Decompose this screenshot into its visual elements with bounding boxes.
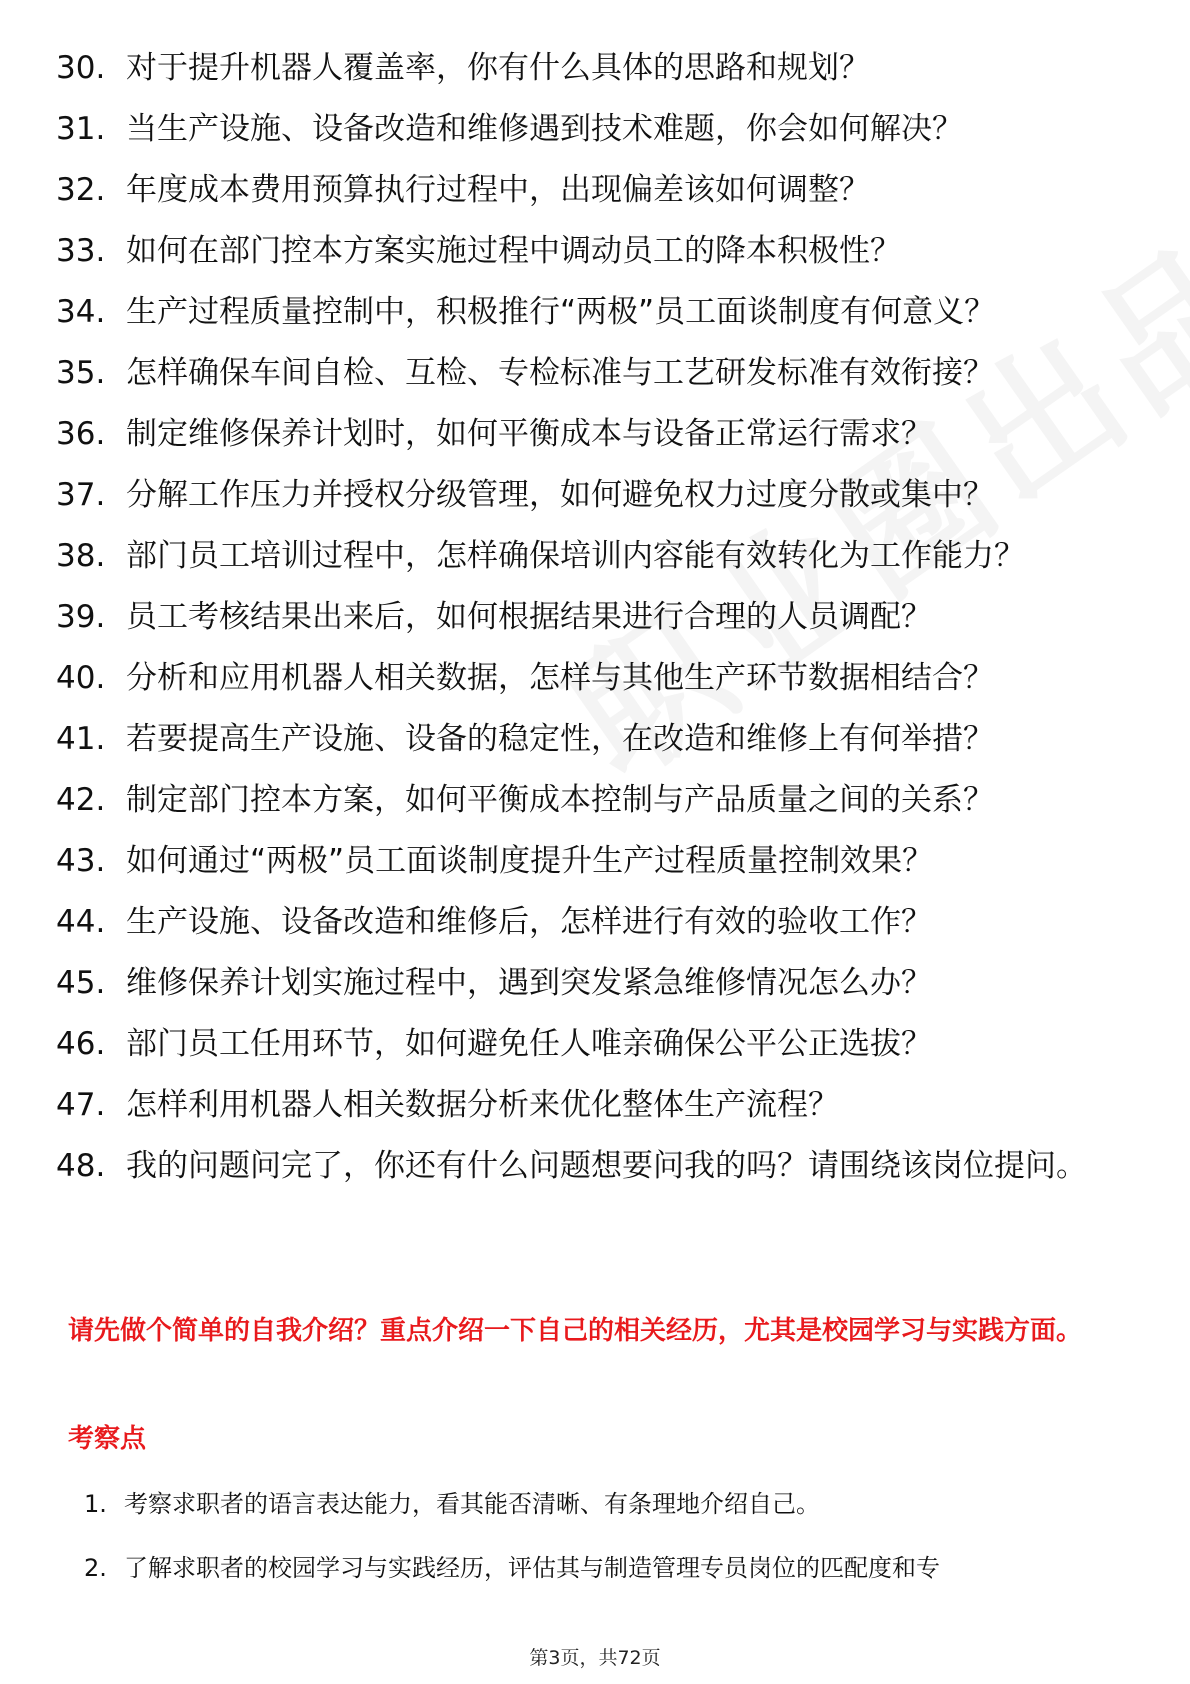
question-text: 部门员工培训过程中，怎样确保培训内容能有效转化为工作能力？ bbox=[126, 538, 1025, 574]
question-text: 员工考核结果出来后，如何根据结果进行合理的人员调配？ bbox=[126, 599, 932, 635]
question-text: 生产过程质量控制中，积极推行“两极”员工面谈制度有何意义？ bbox=[126, 294, 996, 330]
question-list bbox=[56, 48, 1136, 1207]
question-number: 31. bbox=[56, 111, 106, 147]
question-text: 维修保养计划实施过程中，遇到突发紧急维修情况怎么办？ bbox=[126, 965, 932, 1001]
question-item bbox=[56, 780, 1136, 820]
question-text: 分析和应用机器人相关数据，怎样与其他生产环节数据相结合？ bbox=[126, 660, 994, 696]
question-text: 制定维修保养计划时，如何平衡成本与设备正常运行需求？ bbox=[126, 416, 932, 452]
question-text: 部门员工任用环节，如何避免任人唯亲确保公平公正选拔？ bbox=[126, 1026, 932, 1062]
question-text: 制定部门控本方案，如何平衡成本控制与产品质量之间的关系？ bbox=[126, 782, 994, 818]
point-text: 考察求职者的语言表达能力，看其能否清晰、有条理地介绍自己。 bbox=[124, 1490, 820, 1518]
question-text: 年度成本费用预算执行过程中，出现偏差该如何调整？ bbox=[126, 172, 870, 208]
question-number: 38. bbox=[56, 538, 106, 574]
question-item bbox=[56, 597, 1136, 637]
question-text: 我的问题问完了，你还有什么问题想要问我的吗？请围绕该岗位提问。 bbox=[126, 1148, 1087, 1184]
point-text: 了解求职者的校园学习与实践经历，评估其与制造管理专员岗位的匹配度和专 bbox=[124, 1554, 940, 1582]
question-item bbox=[56, 109, 1136, 149]
question-item bbox=[56, 1024, 1136, 1064]
question-text: 对于提升机器人覆盖率，你有什么具体的思路和规划？ bbox=[126, 50, 870, 86]
question-text: 当生产设施、设备改造和维修遇到技术难题，你会如何解决？ bbox=[126, 111, 963, 147]
question-item bbox=[56, 963, 1136, 1003]
assessment-point bbox=[84, 1552, 1124, 1584]
question-number: 47. bbox=[56, 1087, 106, 1123]
question-text: 怎样确保车间自检、互检、专检标准与工艺研发标准有效衔接？ bbox=[126, 355, 994, 391]
question-text: 怎样利用机器人相关数据分析来优化整体生产流程？ bbox=[126, 1087, 839, 1123]
question-item bbox=[56, 353, 1136, 393]
question-item bbox=[56, 902, 1136, 942]
question-number: 33. bbox=[56, 233, 106, 269]
assessment-point bbox=[84, 1488, 1124, 1520]
question-item bbox=[56, 48, 1136, 88]
assessment-points bbox=[84, 1488, 1124, 1616]
question-number: 48. bbox=[56, 1148, 106, 1184]
question-item bbox=[56, 719, 1136, 759]
point-number: 2. bbox=[84, 1554, 107, 1582]
section-subheading: 考察点 bbox=[68, 1424, 147, 1454]
question-item bbox=[56, 1085, 1136, 1125]
question-item bbox=[56, 1146, 1136, 1186]
question-number: 42. bbox=[56, 782, 106, 818]
question-number: 30. bbox=[56, 50, 106, 86]
question-item bbox=[56, 292, 1136, 332]
question-number: 43. bbox=[56, 843, 106, 879]
point-number: 1. bbox=[84, 1490, 107, 1518]
question-item bbox=[56, 414, 1136, 454]
question-number: 40. bbox=[56, 660, 106, 696]
question-number: 34. bbox=[56, 294, 106, 330]
page-footer: 第3页，共72页 bbox=[529, 1647, 661, 1669]
question-number: 39. bbox=[56, 599, 106, 635]
question-item bbox=[56, 231, 1136, 271]
question-number: 32. bbox=[56, 172, 106, 208]
question-number: 37. bbox=[56, 477, 106, 513]
question-text: 分解工作压力并授权分级管理，如何避免权力过度分散或集中？ bbox=[126, 477, 994, 513]
section-heading: 请先做个简单的自我介绍？重点介绍一下自己的相关经历，尤其是校园学习与实践方面。 bbox=[68, 1316, 1083, 1346]
question-item bbox=[56, 658, 1136, 698]
question-number: 36. bbox=[56, 416, 106, 452]
question-text: 如何在部门控本方案实施过程中调动员工的降本积极性？ bbox=[126, 233, 901, 269]
question-number: 45. bbox=[56, 965, 106, 1001]
question-number: 44. bbox=[56, 904, 106, 940]
question-item bbox=[56, 841, 1136, 881]
question-item bbox=[56, 170, 1136, 210]
question-text: 若要提高生产设施、设备的稳定性，在改造和维修上有何举措？ bbox=[126, 721, 994, 757]
question-text: 如何通过“两极”员工面谈制度提升生产过程质量控制效果？ bbox=[126, 843, 934, 879]
question-number: 46. bbox=[56, 1026, 106, 1062]
question-item bbox=[56, 475, 1136, 515]
question-item bbox=[56, 536, 1136, 576]
question-number: 35. bbox=[56, 355, 106, 391]
question-number: 41. bbox=[56, 721, 106, 757]
question-text: 生产设施、设备改造和维修后，怎样进行有效的验收工作？ bbox=[126, 904, 932, 940]
